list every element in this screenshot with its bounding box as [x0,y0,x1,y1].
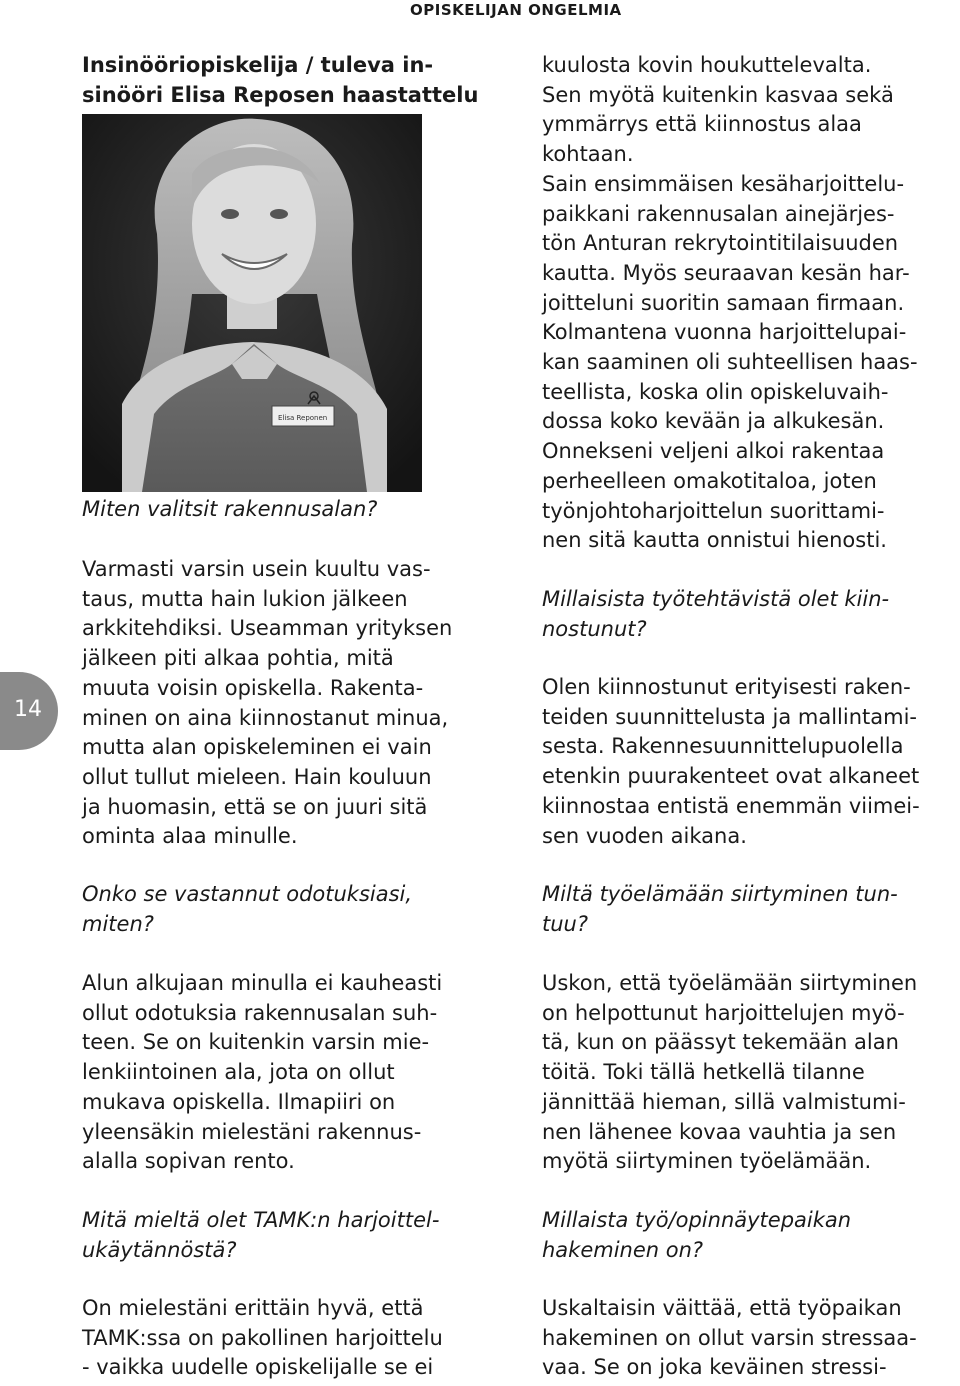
name-badge-text: Elisa Reponen [278,414,328,422]
question-6: Millaista työ/opinnäytepaikan hakeminen on? [542,1208,852,1262]
question-1: Miten valitsit rakennusalan? [82,497,378,521]
question-4: Millaisista työtehtävistä olet kiin- nostunut? [542,587,890,641]
answer-2: Alun alkujaan minulla ei kauheasti ollut odotuksia rakennusalan suh- teen. Se on kuitenkin varsin mie- lenkiintoinen ala, jota on ollut mukava opiskella. Ilmapiiri on yleensäkin mielestäni rakennus- alalla sopivan rento. [82,971,443,1174]
page-number-tab [0,672,58,750]
interview-photo [82,114,422,492]
answer-5: Uskon, että työelämään siirtyminen on helpottunut harjoittelujen myö- tä, kun on päässyt tekemään alan töitä. Toki tällä hetkellä tilanne jännittää hieman, sillä valmistumi- nen lähenee kovaa vauhtia ja sen myötä siirtyminen työelämään. [542,971,918,1174]
answer-3: On mielestäni erittäin hyvä, että TAMK:ssa on pakollinen harjoittelu - vaikka uudelle opiskelijalle se ei [82,1296,443,1380]
article-title-line-2: sinööri Elisa Reposen haastattelu [82,83,479,107]
section-header: OPISKELIJAN ONGELMIA [410,1,622,19]
question-3: Mitä mieltä olet TAMK:n harjoittel- ukäytännöstä? [82,1208,440,1262]
article-title-line-1: Insinööriopiskelija / tuleva in- [82,53,434,77]
portrait-image [82,114,422,492]
answer-1: Varmasti varsin usein kuultu vas- taus, mutta hain lukion jälkeen arkkitehdiksi. Useamman yrityksen jälkeen piti alkaa pohtia, mitä muuta voisin opiskella. Rakenta- minen on aina kiinnostanut minua, mutta alan opiskeleminen ei vain ollut tullut mieleen. Hain kouluun ja huomasin, että se on juuri sitä ominta alaa minulle. [82,557,453,849]
question-2: Onko se vastannut odotuksiasi, miten? [82,882,413,936]
question-5: Miltä työelämään siirtyminen tun- tuu? [542,882,898,936]
answer-3-continued: kuulosta kovin houkuttelevalta. Sen myötä kuitenkin kasvaa sekä ymmärrys että kiinnostus alaa kohtaan. Sain ensimmäisen kesäharjoittelu- paikkani rakennusalan ainejärjes- tön Anturan rekrytointitilaisuuden kautta. Myös seuraavan kesän har- joitteluni suoritin samaan firmaan. Kolmantena vuonna harjoittelupai- kan saaminen oli suhteellisen haas- teellista, koska olin opiskeluvaih- dossa koko kevään ja alkukesän. Onnekseni veljeni alkoi rakentaa perheelleen omakotitaloa, joten työnjohtoharjoittelun suorittami- nen sitä kautta onnistui hienosti. [542,53,918,553]
page-number: 14 [14,697,42,722]
answer-4: Olen kiinnostunut erityisesti raken- teiden suunnittelusta ja mallintami- sesta. Rakennesuunnittelupuolella etenkin puurakenteet ovat alkaneet kiinnostaa entistä enemmän viimei- sen vuoden aikana. [542,675,920,848]
answer-6: Uskaltaisin väittää, että työpaikan hakeminen on ollut varsin stressaa- vaa. Se on joka keväinen stressi- [542,1296,917,1380]
